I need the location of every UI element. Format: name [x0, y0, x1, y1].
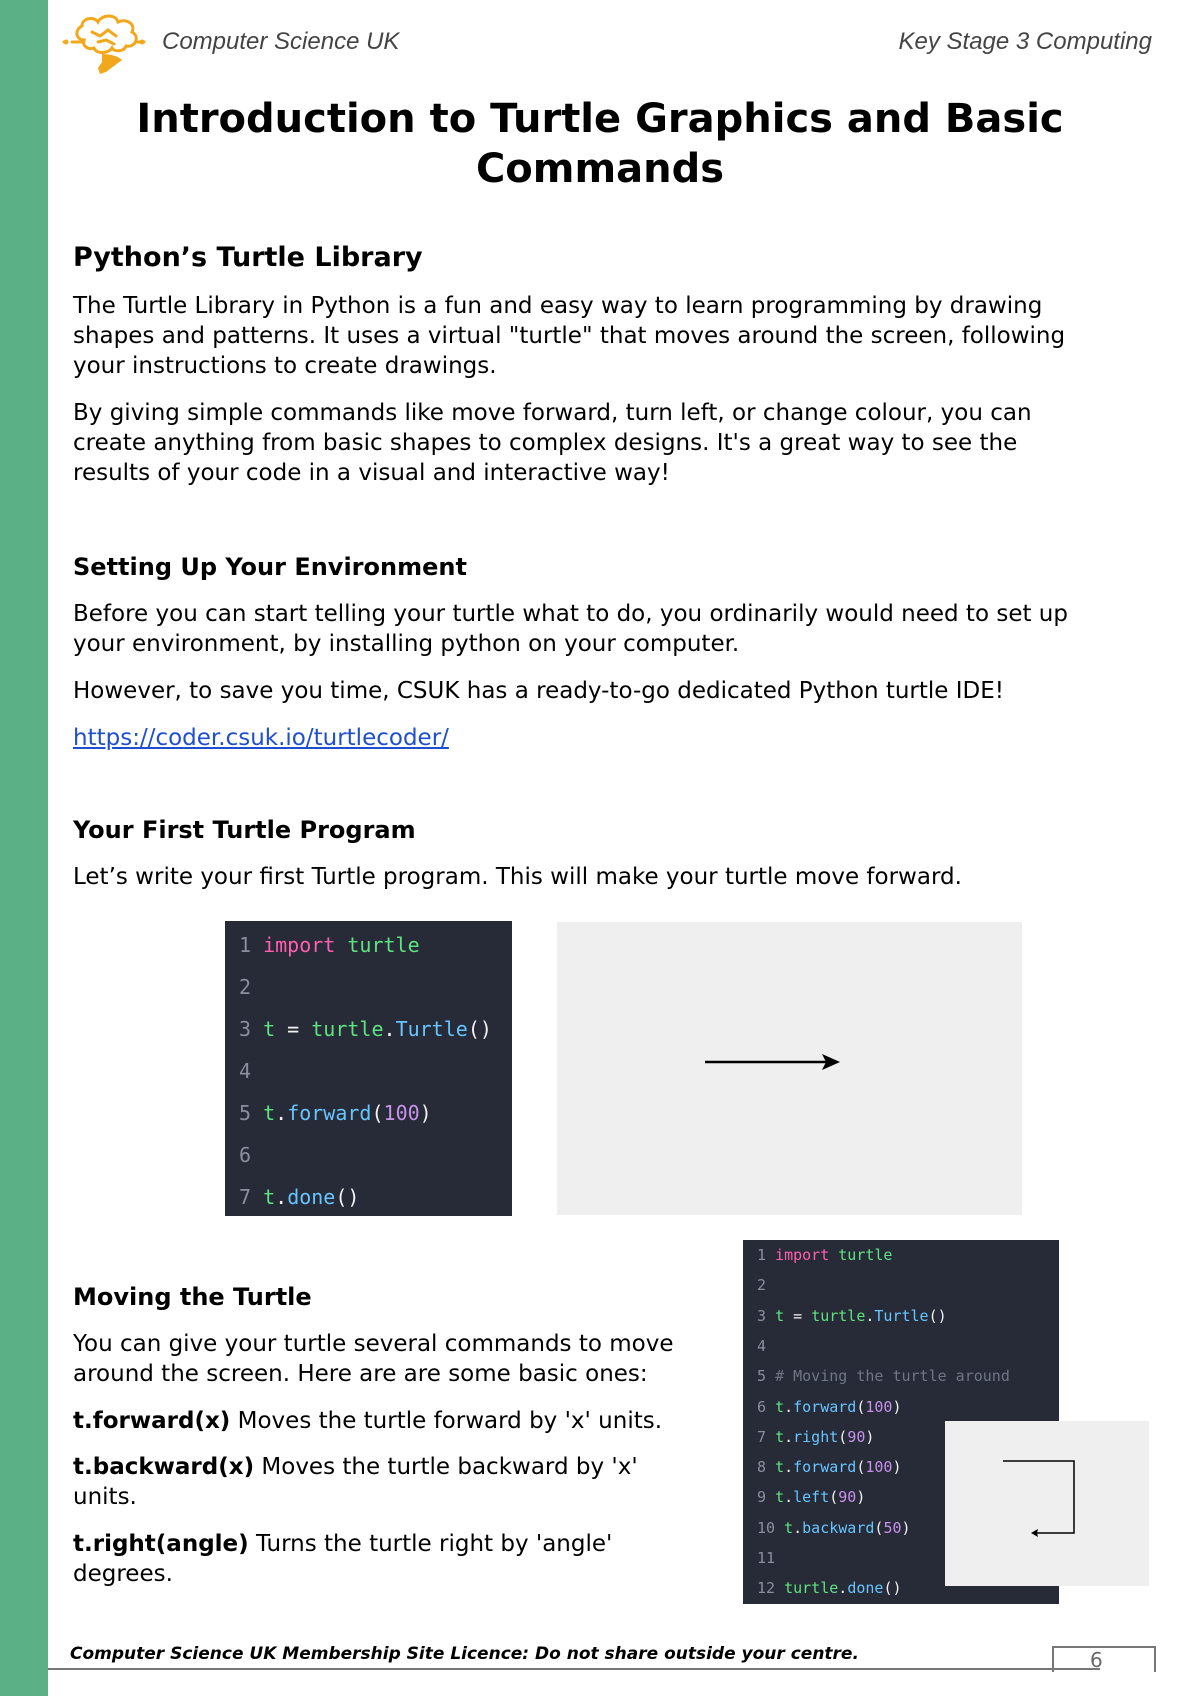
library-paragraph-2-line-3: results of your code in a visual and interactive way! [73, 460, 670, 486]
code-punct: ) [865, 1427, 875, 1446]
code-line [757, 1246, 892, 1264]
code-operator: . [275, 1185, 288, 1209]
library-paragraph-1-line-3: your instructions to create drawings. [73, 353, 497, 379]
line-number: 11 [757, 1549, 785, 1567]
code-identifier: t [775, 1458, 785, 1477]
code-operator: . [784, 1427, 794, 1446]
code-punct: ) [892, 1458, 902, 1477]
code-line [757, 1367, 1010, 1385]
code-punct: ( [874, 1518, 884, 1537]
code-call: backward [802, 1518, 875, 1537]
code-call: right [793, 1427, 839, 1446]
code-line [757, 1337, 775, 1355]
code-module: turtle [335, 933, 420, 957]
page-title: Introduction to Turtle Graphics and Basic Commands [136, 96, 1064, 192]
line-number: 6 [239, 1143, 264, 1167]
code-identifier: t [775, 1427, 785, 1446]
code-arg: 50 [883, 1518, 902, 1537]
code-operator: = [275, 1017, 312, 1041]
code-identifier: t [775, 1306, 785, 1325]
library-paragraph-2-line-2: create anything from basic shapes to complex designs. It's a great way to see the [73, 430, 1018, 456]
command-backward [73, 1452, 723, 1482]
code-line [757, 1428, 874, 1446]
heading-first-program: Your First Turtle Program [73, 816, 416, 844]
turtle-canvas-first-program [557, 922, 1022, 1215]
code-line [239, 1143, 263, 1167]
code-identifier: t [263, 1017, 276, 1041]
line-number: 6 [757, 1397, 776, 1416]
command-right-code: t.right(angle) [73, 1531, 249, 1557]
code-punct: . [383, 1017, 396, 1041]
line-number: 2 [757, 1276, 776, 1295]
code-line [239, 1185, 359, 1209]
code-operator: . [793, 1518, 803, 1537]
setup-paragraph-2: However, to save you time, CSUK has a ready-to-go dedicated Python turtle IDE! [73, 678, 1004, 704]
code-call: turtle [311, 1017, 384, 1041]
code-line [239, 1017, 492, 1041]
line-number: 10 [757, 1518, 785, 1537]
code-punct: . [865, 1306, 875, 1325]
code-call: forward [793, 1397, 857, 1416]
page-number: 6 [1090, 1648, 1103, 1672]
code-identifier: t [263, 1101, 276, 1125]
code-identifier: t [263, 1185, 276, 1209]
side-accent-bar [0, 0, 48, 1696]
turtle-forward-drawing [557, 922, 1022, 1215]
code-identifier: t [775, 1397, 785, 1416]
library-paragraph-1-line-1: The Turtle Library in Python is a fun and easy way to learn programming by drawing [73, 293, 1043, 319]
turtlecoder-link-text[interactable]: https://coder.csuk.io/turtlecoder/ [73, 725, 449, 751]
code-punct: ( [829, 1488, 839, 1507]
code-operator: = [784, 1306, 812, 1325]
code-keyword: import [775, 1246, 830, 1264]
code-punct: ) [419, 1101, 432, 1125]
code-line [757, 1488, 865, 1506]
line-number: 5 [757, 1367, 776, 1386]
footer-divider [48, 1668, 1100, 1670]
moving-paragraph-line-1: You can give your turtle several commands to move [73, 1331, 674, 1357]
code-punct: () [335, 1185, 360, 1209]
code-line [239, 1101, 432, 1125]
library-paragraph-1-line-2: shapes and patterns. It uses a virtual "turtle" that moves around the screen, following [73, 323, 1066, 349]
command-forward-code: t.forward(x) [73, 1408, 231, 1434]
csuk-brain-logo [62, 10, 146, 76]
heading-moving-turtle: Moving the Turtle [73, 1283, 312, 1311]
line-number: 1 [757, 1246, 776, 1264]
code-editor-first-program [225, 921, 512, 1216]
line-number: 5 [239, 1101, 264, 1125]
code-line [757, 1276, 775, 1294]
code-operator: . [838, 1579, 848, 1598]
setup-paragraph-1-line-1: Before you can start telling your turtle what to do, you ordinarily would need to set up [73, 601, 1068, 627]
turtlecoder-link[interactable] [73, 723, 449, 753]
code-line [757, 1579, 902, 1597]
code-arg: 90 [847, 1427, 866, 1446]
code-punct: ( [371, 1101, 384, 1125]
code-call: left [793, 1488, 830, 1507]
command-right-desc-cont: degrees. [73, 1561, 173, 1587]
line-number: 7 [757, 1427, 776, 1446]
code-operator: . [784, 1488, 794, 1507]
code-line [239, 1059, 263, 1083]
heading-setting-up: Setting Up Your Environment [73, 553, 467, 581]
code-punct: ) [901, 1518, 911, 1537]
moving-paragraph-line-2: around the screen. Here are are some basic ones: [73, 1361, 648, 1387]
first-program-paragraph: Let’s write your first Turtle program. This will make your turtle move forward. [73, 864, 962, 890]
code-punct: () [883, 1579, 902, 1598]
code-punct: ( [856, 1397, 866, 1416]
line-number: 3 [239, 1017, 264, 1041]
code-punct: ) [892, 1397, 902, 1416]
code-call: forward [793, 1458, 857, 1477]
code-arg: Turtle [395, 1017, 468, 1041]
setup-paragraph-1-line-2: your environment, by installing python on your computer. [73, 631, 740, 657]
code-punct: ( [838, 1427, 848, 1446]
code-call: done [847, 1579, 884, 1598]
code-line [757, 1549, 784, 1567]
code-line [239, 975, 263, 999]
turtle-canvas-moving [945, 1421, 1149, 1586]
code-arg: 100 [865, 1397, 893, 1416]
footer-licence: Computer Science UK Membership Site Licence: Do not share outside your centre. [70, 1644, 859, 1664]
command-right [73, 1529, 723, 1559]
line-number: 8 [757, 1458, 776, 1477]
line-number: 3 [757, 1306, 776, 1325]
code-line [757, 1458, 902, 1476]
code-call: done [287, 1185, 336, 1209]
code-arg: 100 [865, 1458, 893, 1477]
code-arg: 90 [838, 1488, 857, 1507]
code-comment: # Moving the turtle around [775, 1367, 1010, 1386]
command-forward [73, 1406, 723, 1436]
code-line [239, 933, 420, 957]
code-operator: . [784, 1397, 794, 1416]
code-operator: . [784, 1458, 794, 1477]
header-course: Key Stage 3 Computing [898, 28, 1152, 55]
code-call: turtle [811, 1306, 866, 1325]
line-number: 4 [239, 1059, 264, 1083]
code-module: turtle [829, 1246, 893, 1264]
code-punct: ( [856, 1458, 866, 1477]
command-backward-code: t.backward(x) [73, 1454, 255, 1480]
line-number: 7 [239, 1185, 264, 1209]
turtle-arrow-small-icon [1031, 1529, 1038, 1537]
heading-turtle-library: Python’s Turtle Library [73, 242, 423, 273]
turtle-moving-drawing [945, 1421, 1149, 1586]
code-punct: () [467, 1017, 492, 1041]
code-punct: ) [856, 1488, 866, 1507]
code-keyword: import [263, 933, 336, 957]
command-right-desc: Turns the turtle right by 'angle' [248, 1531, 613, 1557]
library-paragraph-2-line-1: By giving simple commands like move forward, turn left, or change colour, you can [73, 400, 1032, 426]
line-number: 9 [757, 1488, 776, 1507]
page-number-tab [1052, 1646, 1156, 1672]
code-arg: Turtle [874, 1306, 929, 1325]
line-number: 1 [239, 933, 264, 957]
code-arg: 100 [383, 1101, 420, 1125]
code-identifier: turtle [784, 1579, 839, 1598]
code-punct: () [928, 1306, 947, 1325]
line-number: 12 [757, 1579, 785, 1598]
command-backward-desc: Moves the turtle backward by 'x' [254, 1454, 638, 1480]
line-number: 2 [239, 975, 264, 999]
code-identifier: t [775, 1488, 785, 1507]
code-line [757, 1307, 947, 1325]
line-number: 4 [757, 1336, 776, 1355]
header-org: Computer Science UK [162, 28, 400, 55]
code-operator: . [275, 1101, 288, 1125]
command-backward-desc-cont: units. [73, 1484, 137, 1510]
code-call: forward [287, 1101, 372, 1125]
code-identifier: t [784, 1518, 794, 1537]
command-forward-desc: Moves the turtle forward by 'x' units. [230, 1408, 663, 1434]
code-line [757, 1519, 911, 1537]
code-line [757, 1398, 902, 1416]
turtle-path-polyline [1003, 1461, 1074, 1533]
